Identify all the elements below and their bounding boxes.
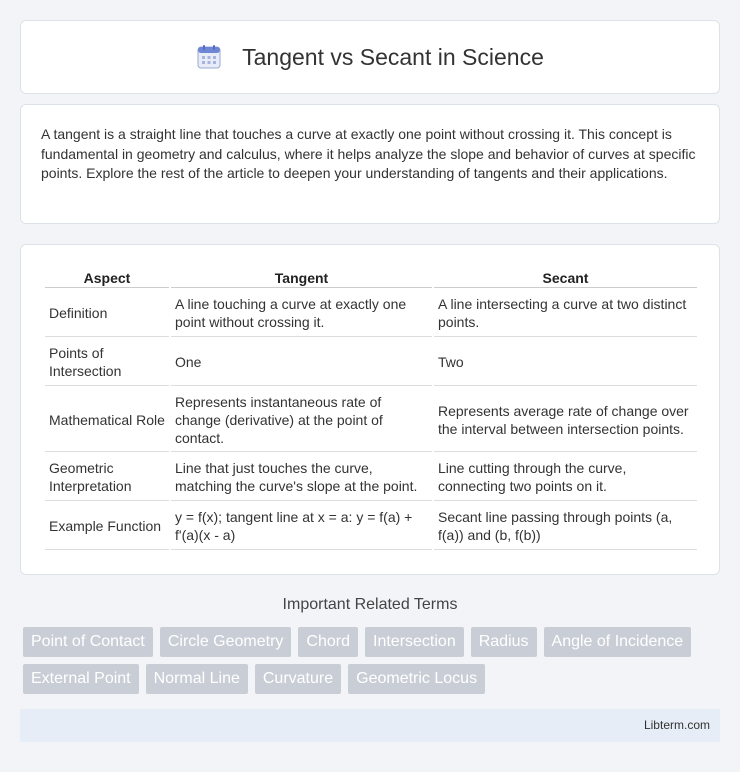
header-card [20,20,720,94]
column-header-tangent: Tangent [171,267,432,288]
table-cell-aspect: Geometric Interpretation [45,454,169,501]
related-term-tag[interactable]: Curvature [255,664,341,694]
footer-brand-link[interactable]: Libterm.com [643,718,710,732]
table-cell-tangent: One [171,339,432,386]
table-cell-aspect: Points of Intersection [45,339,169,386]
related-terms-heading: Important Related Terms [282,596,458,613]
footer-bar [20,709,720,742]
related-term-tag[interactable]: Normal Line [146,664,248,694]
related-term-tag[interactable]: Geometric Locus [348,664,485,694]
related-term-tag[interactable]: Angle of Incidence [544,627,692,657]
comparison-table [43,265,699,552]
table-cell-secant: Line cutting through the curve, connecting two points on it. [434,454,697,501]
table-cell-tangent: A line touching a curve at exactly one point without crossing it. [171,290,432,337]
page-title: Tangent vs Secant in Science [242,43,544,70]
table-row [45,503,697,550]
intro-text: A tangent is a straight line that touches a curve at exactly one point without crossing it. This concept is fundamental in geometry and calculus, where it helps analyze the slope and behavior of curves at specific points. Explore the rest of the article to deepen your understanding of tangents and their applications. [41,126,696,181]
calendar-icon [196,44,222,70]
column-header-aspect: Aspect [45,267,169,288]
table-cell-tangent: Represents instantaneous rate of change (derivative) at the point of contact. [171,388,432,452]
table-cell-aspect: Example Function [45,503,169,550]
table-cell-tangent: y = f(x); tangent line at x = a: y = f(a) + f'(a)(x - a) [171,503,432,550]
related-term-tag[interactable]: Chord [298,627,358,657]
comparison-card [20,244,720,575]
table-row [45,454,697,501]
table-row [45,290,697,337]
table-cell-aspect: Definition [45,290,169,337]
related-term-tag[interactable]: Point of Contact [23,627,153,657]
table-cell-tangent: Line that just touches the curve, matching the curve's slope at the point. [171,454,432,501]
title-wrap [196,44,544,71]
table-cell-secant: Two [434,339,697,386]
table-cell-secant: A line intersecting a curve at two distinct points. [434,290,697,337]
related-term-tag[interactable]: External Point [23,664,139,694]
related-term-tag[interactable]: Intersection [365,627,464,657]
table-cell-secant: Represents average rate of change over the interval between intersection points. [434,388,697,452]
table-cell-secant: Secant line passing through points (a, f(a)) and (b, f(b)) [434,503,697,550]
table-header-row [45,267,697,288]
related-terms-list [23,627,723,694]
table-row [45,388,697,452]
column-header-secant: Secant [434,267,697,288]
table-row [45,339,697,386]
related-term-tag[interactable]: Circle Geometry [160,627,292,657]
intro-card [20,104,720,224]
related-term-tag[interactable]: Radius [471,627,537,657]
table-cell-aspect: Mathematical Role [45,388,169,452]
